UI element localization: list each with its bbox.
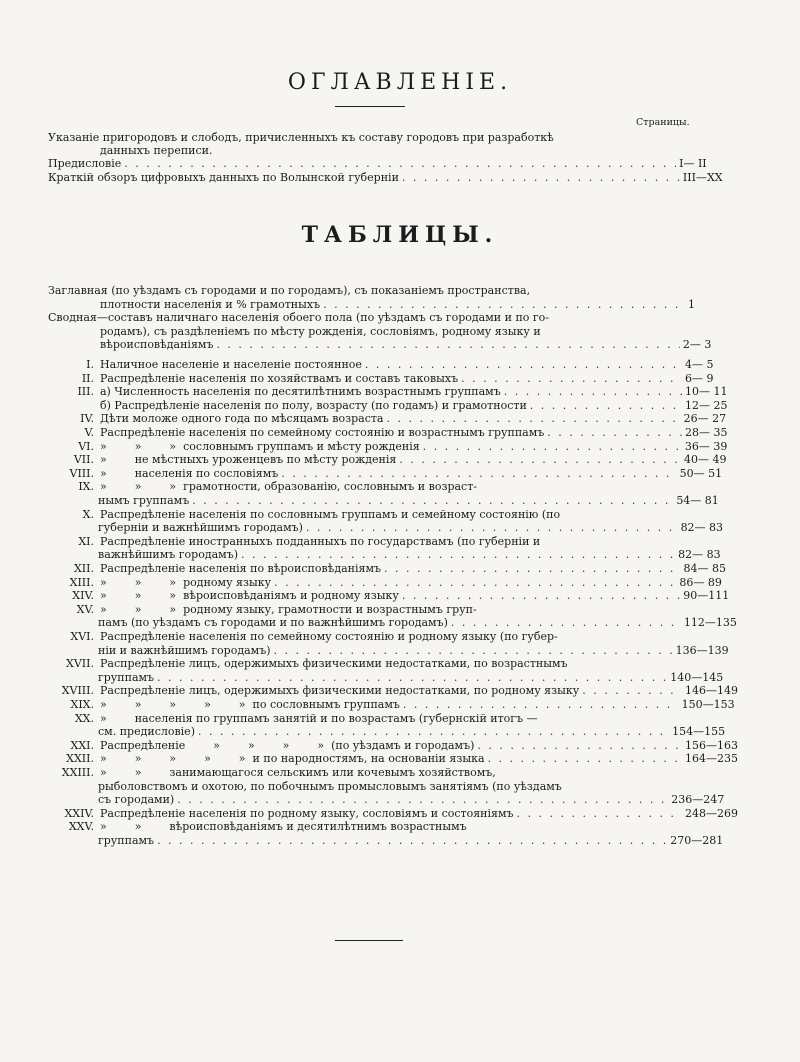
entry-text: плотности населенія и % грамотныхъ (100, 297, 321, 311)
toc-line (100, 657, 695, 670)
toc-line (100, 589, 730, 603)
page-range: 136—139 (675, 643, 729, 657)
dot-leader (477, 739, 682, 752)
dot-leader (281, 467, 676, 480)
page-range: 26— 27 (683, 412, 727, 426)
dot-leader (461, 372, 682, 385)
table-number: XIX. (70, 698, 94, 711)
table-number: VIII. (69, 466, 94, 480)
toc-line (100, 325, 695, 338)
dot-leader (192, 494, 673, 507)
entry-text: Распредѣленіе иностранныхъ подданныхъ по государствамъ (по губерніи и (100, 534, 541, 548)
dot-leader (488, 752, 682, 765)
dot-leader (198, 725, 669, 738)
toc-entry-cont: данныхъ переписи. (100, 144, 213, 157)
page-range: 54— 81 (676, 494, 719, 507)
table-number: XIV. (72, 589, 94, 603)
dot-leader (274, 644, 673, 657)
page-range: 10— 11 (685, 385, 728, 399)
toc-line (100, 603, 695, 616)
toc-line (100, 738, 738, 752)
page-range: 2— 3 (682, 338, 712, 352)
entry-text: Распредѣленіе населенія по родному языку, сословіямъ и состояніямъ (100, 806, 514, 820)
page-range: 4— 5 (685, 358, 714, 371)
page-range: 270—281 (670, 834, 724, 847)
page-range: 36— 39 (684, 439, 728, 453)
entry-text: » » » родному языку, грамотности и возрастнымъ груп- (100, 602, 477, 616)
dot-leader (365, 358, 682, 371)
dot-leader (399, 453, 681, 466)
dot-leader (504, 385, 682, 398)
toc-line (98, 548, 721, 562)
title-rule (335, 106, 405, 107)
toc-line (100, 712, 695, 725)
dot-leader (402, 171, 680, 184)
entry-text: ніи и важнѣйшимъ городамъ) (98, 643, 271, 657)
page-range: 112—135 (683, 616, 737, 630)
page-range: 82— 83 (680, 521, 724, 535)
entry-text: » » » » » и по народностямъ, на основаніи языка (100, 752, 485, 766)
toc-line (100, 630, 695, 643)
toc-line (100, 535, 695, 548)
entry-text: родамъ), съ раздѣленіемъ по мѣсту рожденія, сословіямъ, родному языку и (100, 324, 541, 338)
table-number: XVII. (66, 657, 94, 671)
entry-text: Заглавная (по уѣздамъ съ городами и по городамъ), съ показаніемъ пространства, (48, 284, 531, 297)
toc-line (100, 358, 714, 371)
entry-text: » » занимающагося сельскимъ или кочевымъ хозяйствомъ, (100, 766, 496, 779)
entry-text: Сводная—составъ наличнаго населенія обоего пола (по уѣздамъ съ городами и по го- (48, 311, 549, 325)
page-range: 86— 89 (679, 575, 722, 589)
entry-text: Распредѣленіе населенія по вѣроисповѣданіямъ (100, 562, 381, 575)
table-number: XX. (74, 711, 94, 725)
page-range: 156—163 (685, 738, 738, 752)
toc-line (98, 494, 719, 507)
table-number: VII. (73, 453, 94, 467)
dot-leader (403, 698, 679, 711)
toc-line (100, 766, 695, 779)
table-number: XXV. (68, 820, 94, 834)
toc-line (100, 426, 728, 439)
page-range: 140—145 (670, 670, 724, 684)
table-number: XIII. (69, 575, 94, 589)
dot-leader (530, 399, 682, 412)
table-number: XI. (78, 534, 94, 548)
dot-leader (451, 616, 681, 629)
dot-leader (241, 548, 675, 561)
dot-leader (216, 338, 679, 351)
entry-text: » населенія по сословіямъ (100, 466, 279, 480)
toc-line (100, 820, 695, 833)
entry-text: Распредѣленіе » » » » (по уѣздамъ и городамъ) (100, 738, 475, 752)
toc-line (100, 562, 726, 575)
toc-line (98, 670, 724, 684)
page-range: 82— 83 (678, 548, 721, 562)
pages-column-header: Страницы. (636, 117, 690, 128)
entry-text: съ городами) (98, 793, 175, 807)
entry-text: Распредѣленіе лицъ, одержимыхъ физическими недостатками, по возрастнымъ (100, 657, 568, 671)
table-number: XXI. (70, 738, 94, 752)
dot-leader (582, 684, 682, 697)
entry-text: » » » сословнымъ группамъ и мѣсту рожденія (100, 439, 420, 453)
toc-line (100, 684, 738, 698)
entry-text: рыболовствомъ и охотою, по побочнымъ промысловымъ занятіямъ (по уѣздамъ (98, 779, 562, 793)
page-range: 236—247 (671, 793, 725, 807)
table-number: II. (81, 371, 94, 385)
toc-line (100, 453, 727, 467)
page-range: 6— 9 (685, 371, 714, 385)
toc-line (100, 338, 712, 352)
table-number: XXII. (66, 752, 94, 766)
toc-line (48, 284, 695, 297)
toc-line (98, 780, 695, 793)
entry-text: вѣроисповѣданіямъ (100, 338, 214, 352)
page-range: 150—153 (681, 698, 735, 711)
page-range: 90—111 (683, 589, 730, 603)
toc-line (100, 298, 695, 311)
dot-leader (517, 807, 682, 820)
toc-line (100, 371, 714, 385)
table-number: X. (82, 507, 94, 521)
table-number: XVI. (70, 630, 94, 643)
entry-text: Дѣти моложе одного года по мѣсяцамъ возраста (100, 412, 384, 426)
entry-text: важнѣйшимъ городамъ) (98, 548, 239, 562)
toc-entry: Краткій обзоръ цифровыхъ данныхъ по Волынской губерніи . . . III—XX (48, 171, 693, 184)
toc-line (98, 521, 724, 535)
table-number: V. (84, 426, 94, 439)
toc-line (100, 439, 728, 453)
bottom-rule (335, 940, 403, 941)
page-range: 40— 49 (684, 453, 727, 467)
entry-text: » » » грамотности, образованію, сословнымъ и возраст- (100, 480, 478, 494)
toc-entry: Предисловіе . . . I— II (48, 157, 693, 170)
toc-line (100, 698, 735, 711)
dot-leader (157, 671, 667, 684)
dot-leader (402, 589, 680, 602)
entry-text: » » вѣроисповѣданіямъ и десятилѣтнимъ возрастнымъ (100, 820, 467, 834)
toc-line (100, 752, 738, 766)
toc-line (98, 725, 726, 739)
dot-leader (384, 562, 680, 575)
toc-entry: Указаніе пригородовъ и слободъ, причисленныхъ къ составу городовъ при разработкѣ (48, 131, 554, 144)
entry-text: Распредѣленіе населенія по хозяйствамъ и составъ таковыхъ (100, 371, 459, 385)
entry-text: губерніи и важнѣйшимъ городамъ) (98, 521, 303, 535)
dot-leader (323, 298, 682, 311)
page-range: 146—149 (685, 684, 738, 698)
entry-text: см. предисловіе) (98, 725, 195, 739)
entry-text: » » » родному языку (100, 575, 272, 589)
page-range: 84— 85 (683, 562, 726, 575)
page-range: 248—269 (685, 806, 738, 820)
section-title: ТАБЛИЦЫ. (301, 222, 499, 248)
dot-leader (306, 521, 678, 534)
page-range: 154—155 (672, 725, 726, 739)
table-number: XV. (76, 602, 94, 616)
entry-text: » » » » » по сословнымъ группамъ (100, 698, 400, 711)
page-range: 12— 25 (685, 398, 728, 412)
dot-leader (274, 576, 676, 589)
entry-text: Наличное населеніе и населеніе постоянное (100, 358, 362, 371)
page-range: 28— 35 (685, 426, 728, 439)
toc-line (100, 508, 695, 521)
entry-text: группамъ (98, 670, 155, 684)
table-number: III. (77, 385, 94, 399)
page-range: 50— 51 (679, 466, 723, 480)
entry-text: Распредѣленіе лицъ, одержимыхъ физическими недостатками, по родному языку (100, 684, 580, 698)
table-number: XXIV. (64, 806, 94, 820)
dot-leader (177, 793, 668, 806)
page-range: 164—235 (685, 752, 738, 766)
toc-line (98, 643, 729, 657)
entry-text: » » » вѣроисповѣданіямъ и родному языку (100, 589, 399, 603)
toc-line (100, 575, 722, 589)
dot-leader (387, 412, 681, 425)
toc-line (98, 793, 725, 807)
table-number: IX. (78, 480, 94, 494)
entry-text: б) Распредѣленіе населенія по полу, возрасту (по годамъ) и грамотности (100, 398, 527, 412)
page-range: 1 (688, 297, 695, 311)
toc-line (100, 806, 738, 820)
table-number: XII. (73, 562, 94, 575)
toc-line (100, 466, 723, 480)
entry-text: памъ (по уѣздамъ съ городами и по важнѣйшимъ городамъ) (98, 616, 448, 630)
dot-leader (157, 834, 667, 847)
page-title: ОГЛАВЛЕНІЕ. (287, 70, 513, 95)
toc-line (98, 616, 737, 630)
toc-line (100, 412, 727, 426)
entry-text: группамъ (98, 834, 155, 847)
entry-text: Распредѣленіе населенія по сословнымъ группамъ и семейному состоянію (по (100, 507, 561, 521)
toc-line (100, 398, 728, 412)
table-number: VI. (78, 439, 94, 453)
toc-line (98, 834, 724, 847)
table-number: IV. (80, 412, 94, 426)
toc-line (48, 311, 695, 324)
dot-leader (124, 157, 676, 170)
entry-text: » не мѣстныхъ уроженцевъ по мѣсту рожденія (100, 453, 397, 467)
entry-text: Распредѣленіе населенія по семейному состоянію и родному языку (по губер- (100, 630, 558, 643)
dot-leader (547, 426, 682, 439)
entry-text: » населенія по группамъ занятій и по возрастамъ (губернскій итогъ — (100, 711, 538, 725)
entry-text: Распредѣленіе населенія по семейному состоянію и возрастнымъ группамъ (100, 426, 545, 439)
entry-text: а) Численность населенія по десятилѣтнимъ возрастнымъ группамъ (100, 385, 501, 399)
table-number: XVIII. (61, 684, 94, 698)
toc-line (100, 385, 728, 399)
table-number: I. (86, 358, 94, 371)
entry-text: нымъ группамъ (98, 494, 190, 507)
toc-line (100, 480, 695, 493)
dot-leader (423, 440, 682, 453)
table-number: XXIII. (61, 766, 94, 779)
